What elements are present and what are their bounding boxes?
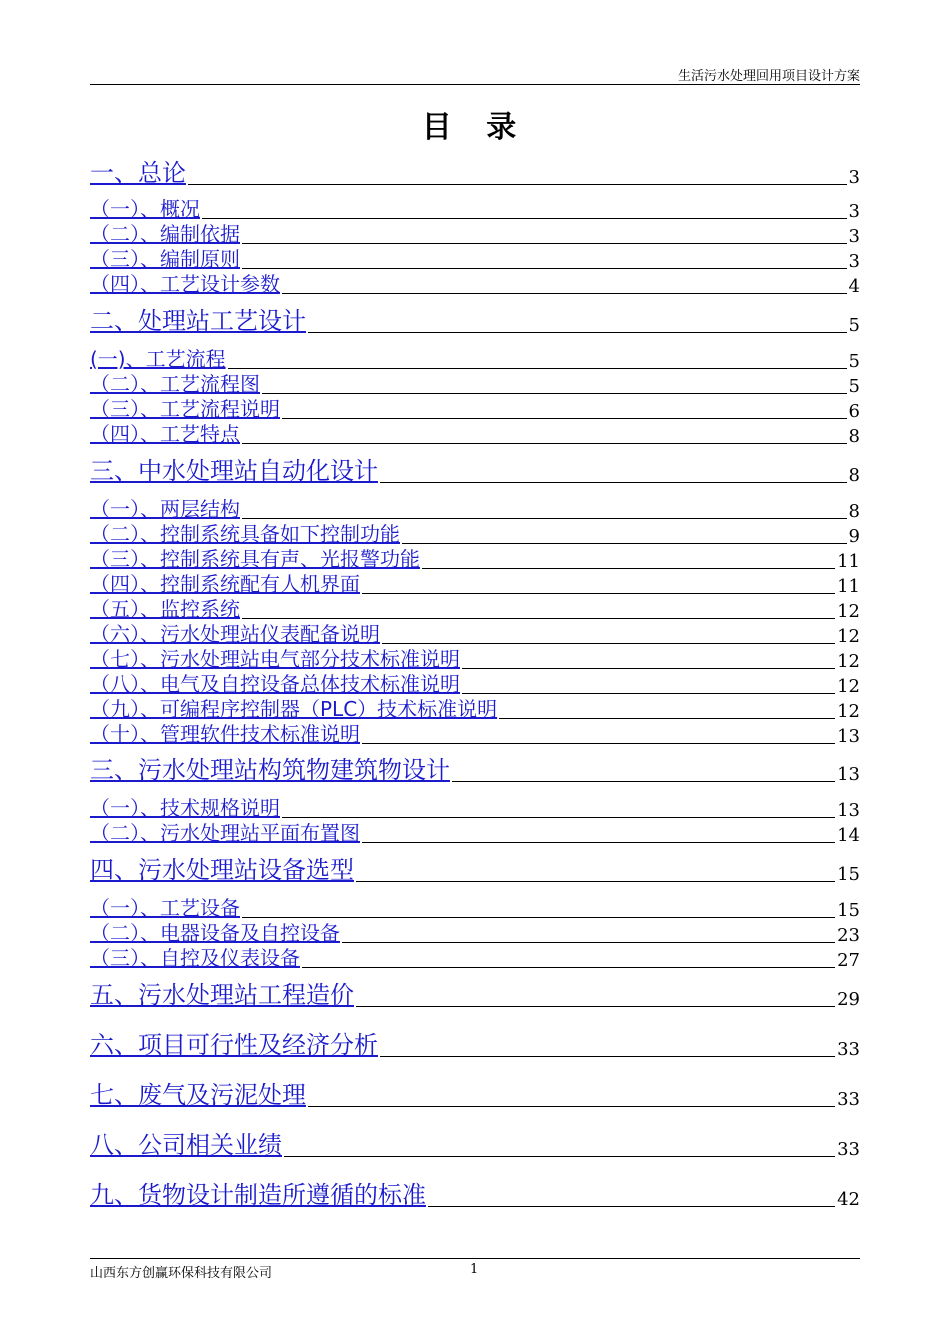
toc-entry[interactable] (90, 271, 860, 297)
toc-entry-label[interactable]: 三、污水处理站构筑物建筑物设计 (90, 756, 450, 784)
toc-entry-label[interactable]: （四）、控制系统配有人机界面 (90, 572, 360, 596)
toc-entry-label[interactable]: 七、废气及污泥处理 (90, 1081, 306, 1109)
toc-entry-label[interactable]: （二）、控制系统具备如下控制功能 (90, 522, 400, 546)
footer-page-number: 1 (470, 1262, 479, 1277)
toc-entry-page: 3 (848, 201, 860, 222)
toc-entry-label[interactable]: （二）、工艺流程图 (90, 372, 260, 396)
toc-leader-line (228, 368, 847, 369)
toc-leader-line (452, 781, 835, 782)
toc-entry-page: 6 (848, 401, 860, 422)
toc-entry-label[interactable]: （九）、可编程序控制器（PLC）技术标准说明 (90, 697, 498, 721)
toc-entry-page: 8 (848, 501, 860, 522)
toc-leader-line (356, 881, 835, 882)
toc-leader-line (422, 568, 835, 569)
toc-leader-line (402, 543, 847, 544)
toc-entry-label[interactable]: （一）、概况 (90, 197, 200, 221)
toc-entry-page: 5 (848, 376, 860, 397)
toc-leader-line (282, 418, 847, 419)
toc-entry-page: 3 (848, 226, 860, 247)
toc-entry-label[interactable]: 八、公司相关业绩 (90, 1131, 282, 1159)
toc-entry-label[interactable]: 五、污水处理站工程造价 (90, 981, 354, 1009)
toc-entry-label[interactable]: （五）、监控系统 (90, 597, 240, 621)
toc-entry-page: 4 (848, 276, 860, 297)
toc-entry-page: 12 (837, 676, 860, 697)
toc-leader-line (499, 718, 835, 719)
toc-entry-label[interactable]: （二）、污水处理站平面布置图 (90, 821, 360, 845)
toc-leader-line (362, 593, 835, 594)
toc-leader-line (362, 842, 835, 843)
toc-entry-label[interactable]: （四）、工艺设计参数 (90, 272, 280, 296)
toc-entry-page: 29 (837, 989, 860, 1010)
toc-entry-page: 15 (837, 864, 860, 885)
toc-entry-page: 12 (837, 626, 860, 647)
toc-entry-label[interactable]: （一）、技术规格说明 (90, 796, 280, 820)
toc-entry-label[interactable]: （二）、电器设备及自控设备 (90, 921, 340, 945)
toc-entry-label[interactable]: （八）、电气及自控设备总体技术标准说明 (90, 672, 460, 696)
toc-entry-label[interactable]: 六、项目可行性及经济分析 (90, 1031, 378, 1059)
toc-entry-label[interactable]: 九、货物设计制造所遵循的标准 (90, 1181, 426, 1209)
toc-entry-page: 13 (837, 800, 860, 821)
toc-entry[interactable] (90, 154, 860, 188)
toc-leader-line (242, 443, 847, 444)
toc-entry-page: 27 (837, 950, 860, 971)
toc-entry-page: 9 (848, 526, 860, 547)
toc-leader-line (282, 293, 847, 294)
toc-entry-label[interactable]: （三）、编制原则 (90, 247, 240, 271)
toc-entry-page: 5 (848, 351, 860, 372)
toc-entry-page: 5 (848, 315, 860, 336)
toc-entry-page: 13 (837, 764, 860, 785)
toc-leader-line (362, 743, 835, 744)
page-title: 目 录 (421, 110, 529, 145)
toc-leader-line (462, 693, 835, 694)
toc-entry-label[interactable]: (一)、工艺流程 (90, 347, 226, 371)
toc-leader-line (380, 482, 847, 483)
toc-leader-line (202, 218, 847, 219)
toc-entry-page: 11 (837, 551, 860, 572)
toc-entry[interactable] (90, 421, 860, 447)
toc-entry-page: 23 (837, 925, 860, 946)
toc-entry-page: 12 (837, 701, 860, 722)
toc-leader-line (342, 942, 835, 943)
toc-leader-line (308, 1106, 835, 1107)
toc-entry[interactable] (90, 1026, 860, 1060)
toc-leader-line (242, 243, 847, 244)
toc-leader-line (242, 268, 847, 269)
toc-entry-label[interactable]: （三）、工艺流程说明 (90, 397, 280, 421)
toc-entry[interactable] (90, 820, 860, 846)
table-of-contents (90, 0, 860, 1240)
toc-entry-label[interactable]: （三）、自控及仪表设备 (90, 946, 300, 970)
toc-leader-line (380, 1056, 835, 1057)
toc-entry-page: 3 (848, 167, 860, 188)
toc-entry[interactable] (90, 945, 860, 971)
toc-entry-label[interactable]: （四）、工艺特点 (90, 422, 240, 446)
toc-leader-line (308, 332, 847, 333)
toc-entry-label[interactable]: （一）、工艺设备 (90, 896, 240, 920)
toc-entry[interactable] (90, 302, 860, 336)
toc-entry-label[interactable]: 一、总论 (90, 159, 186, 187)
toc-entry[interactable] (90, 1176, 860, 1210)
toc-entry-label[interactable]: （三）、控制系统具有声、光报警功能 (90, 547, 420, 571)
toc-entry-page: 12 (837, 651, 860, 672)
toc-entry-label[interactable]: 四、污水处理站设备选型 (90, 856, 354, 884)
toc-entry-label[interactable]: （一）、两层结构 (90, 497, 240, 521)
toc-entry-page: 8 (848, 426, 860, 447)
toc-entry-label[interactable]: （七）、污水处理站电气部分技术标准说明 (90, 647, 460, 671)
running-header: 生活污水处理回用项目设计方案 (677, 69, 860, 84)
toc-entry-label[interactable]: （十）、管理软件技术标准说明 (90, 722, 360, 746)
toc-entry-page: 42 (837, 1189, 860, 1210)
toc-entry-page: 11 (837, 576, 860, 597)
footer-company: 山西东方创赢环保科技有限公司 (90, 1266, 273, 1281)
toc-entry-page: 13 (837, 726, 860, 747)
toc-entry[interactable] (90, 751, 860, 785)
toc-entry-page: 33 (837, 1039, 860, 1060)
footer-rule (90, 1258, 860, 1259)
toc-entry-page: 33 (837, 1139, 860, 1160)
toc-entry-page: 33 (837, 1089, 860, 1110)
toc-leader-line (462, 668, 835, 669)
toc-leader-line (188, 184, 847, 185)
toc-entry[interactable] (90, 1126, 860, 1160)
toc-entry[interactable] (90, 976, 860, 1010)
toc-entry-page: 14 (837, 825, 860, 846)
toc-entry-label[interactable]: 二、处理站工艺设计 (90, 307, 306, 335)
toc-entry-page: 12 (837, 601, 860, 622)
toc-entry-label[interactable]: （二）、编制依据 (90, 222, 240, 246)
toc-entry-label[interactable]: （六）、污水处理站仪表配备说明 (90, 622, 380, 646)
toc-leader-line (262, 393, 847, 394)
toc-leader-line (282, 817, 835, 818)
toc-leader-line (428, 1206, 835, 1207)
toc-entry-page: 8 (848, 465, 860, 486)
toc-entry-page: 15 (837, 900, 860, 921)
toc-entry[interactable] (90, 1076, 860, 1110)
toc-entry[interactable] (90, 851, 860, 885)
toc-entry-page: 3 (848, 251, 860, 272)
toc-entry[interactable] (90, 452, 860, 486)
toc-entry-label[interactable]: 三、中水处理站自动化设计 (90, 457, 378, 485)
toc-entry[interactable] (90, 721, 860, 747)
toc-leader-line (356, 1006, 835, 1007)
toc-leader-line (302, 967, 835, 968)
toc-leader-line (284, 1156, 835, 1157)
